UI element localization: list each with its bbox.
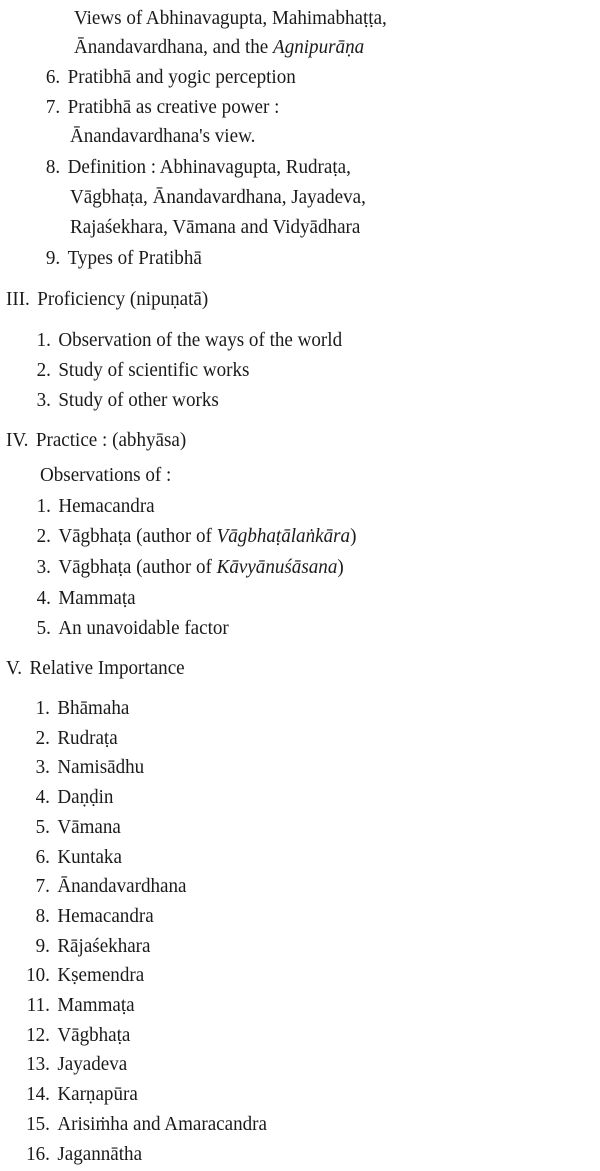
list-item bbox=[22, 933, 150, 959]
item-text: Hemacandra bbox=[58, 495, 155, 517]
item-number: 5. bbox=[36, 617, 51, 639]
item-number: 4. bbox=[35, 786, 50, 808]
list-item bbox=[22, 844, 122, 870]
list-item bbox=[22, 784, 113, 810]
section-numeral: V. bbox=[6, 657, 23, 679]
item-number: 10. bbox=[26, 964, 50, 986]
item-text: Pratibhā as creative power : bbox=[67, 96, 280, 118]
intro-text: Observations of : bbox=[40, 464, 172, 486]
continued-item-line bbox=[74, 5, 387, 31]
list-item bbox=[22, 814, 121, 840]
list-item bbox=[22, 1051, 127, 1077]
item-text: Mammaṭa bbox=[57, 994, 135, 1016]
list-item bbox=[36, 357, 249, 383]
item-text: Vāgbhaṭa (author of bbox=[58, 556, 217, 578]
item-number: 1. bbox=[35, 697, 50, 719]
item-italic-title: Vāgbhaṭālaṅkāra bbox=[216, 525, 351, 547]
list-item bbox=[36, 585, 136, 611]
item-number: 7. bbox=[35, 875, 50, 897]
item-text: Rajaśekhara, Vāmana and Vidyādhara bbox=[70, 216, 361, 238]
item-number: 3. bbox=[35, 756, 50, 778]
list-item bbox=[36, 64, 296, 90]
list-item bbox=[36, 523, 356, 549]
item-number: 14. bbox=[26, 1083, 50, 1105]
item-italic-title: Agnipurāṇa bbox=[273, 36, 365, 58]
item-number: 3. bbox=[36, 556, 51, 578]
list-item bbox=[22, 754, 144, 780]
item-text: Arisiṁha and Amaracandra bbox=[57, 1113, 267, 1135]
section-title: Relative Importance bbox=[29, 657, 185, 679]
list-item bbox=[22, 1111, 267, 1137]
list-item bbox=[22, 695, 129, 721]
item-text-close: ) bbox=[350, 525, 357, 547]
item-number: 6. bbox=[45, 66, 61, 88]
item-number: 6. bbox=[35, 846, 50, 868]
item-text: Bhāmaha bbox=[57, 697, 130, 719]
section-heading bbox=[6, 655, 185, 681]
list-item bbox=[36, 245, 202, 271]
list-item bbox=[22, 873, 187, 899]
item-text: Rudraṭa bbox=[57, 727, 118, 749]
item-text: Mammaṭa bbox=[58, 587, 136, 609]
item-text: An unavoidable factor bbox=[58, 617, 229, 639]
section-heading bbox=[6, 427, 186, 453]
list-item bbox=[36, 615, 229, 641]
list-item bbox=[22, 1022, 130, 1048]
item-text: Ānandavardhana's view. bbox=[70, 125, 256, 147]
section-heading bbox=[6, 286, 208, 312]
item-text: Ānandavardhana, and the bbox=[74, 36, 274, 58]
list-item bbox=[22, 962, 144, 988]
list-item bbox=[22, 903, 154, 929]
item-italic-title: Kāvyānuśāsana bbox=[216, 556, 338, 578]
item-number: 2. bbox=[36, 525, 51, 547]
item-number: 11. bbox=[26, 994, 50, 1016]
item-number: 13. bbox=[26, 1053, 50, 1075]
item-text: Study of scientific works bbox=[58, 359, 250, 381]
item-number: 9. bbox=[45, 247, 61, 269]
item-text: Definition : Abhinavagupta, Rudraṭa, bbox=[67, 156, 351, 178]
item-text: Daṇḍin bbox=[57, 786, 114, 808]
section-title: Practice : (abhyāsa) bbox=[35, 429, 187, 451]
list-item bbox=[36, 554, 344, 580]
item-text: Rājaśekhara bbox=[57, 935, 151, 957]
list-item bbox=[36, 94, 279, 120]
item-number: 5. bbox=[35, 816, 50, 838]
item-number: 7. bbox=[45, 96, 61, 118]
item-text: Vāmana bbox=[57, 816, 121, 838]
item-number: 8. bbox=[35, 905, 50, 927]
item-number: 9. bbox=[35, 935, 50, 957]
item-number: 3. bbox=[36, 389, 51, 411]
list-item bbox=[22, 1141, 142, 1167]
item-text: Views of Abhinavagupta, Mahimabhaṭṭa, bbox=[74, 7, 387, 29]
list-item bbox=[22, 1081, 138, 1107]
item-text: Vāgbhaṭa bbox=[57, 1024, 131, 1046]
item-number: 1. bbox=[36, 329, 51, 351]
list-item bbox=[36, 493, 155, 519]
item-text: Ānandavardhana bbox=[57, 875, 187, 897]
item-text-close: ) bbox=[337, 556, 344, 578]
item-number: 12. bbox=[26, 1024, 50, 1046]
item-text: Pratibhā and yogic perception bbox=[67, 66, 296, 88]
item-number: 1. bbox=[36, 495, 51, 517]
list-item-continuation bbox=[70, 184, 366, 210]
continued-item-line bbox=[74, 34, 364, 60]
list-item bbox=[36, 327, 342, 353]
list-item bbox=[36, 154, 351, 180]
item-number: 8. bbox=[45, 156, 61, 178]
item-text: Types of Pratibhā bbox=[67, 247, 202, 269]
item-text: Kuntaka bbox=[57, 846, 122, 868]
item-text: Jayadeva bbox=[57, 1053, 128, 1075]
item-text: Vāgbhaṭa, Ānandavardhana, Jayadeva, bbox=[70, 186, 366, 208]
item-number: 4. bbox=[36, 587, 51, 609]
item-text: Kṣemendra bbox=[57, 964, 145, 986]
item-text: Vāgbhaṭa (author of bbox=[58, 525, 217, 547]
section-title: Proficiency (nipuṇatā) bbox=[37, 288, 209, 310]
section-intro bbox=[40, 462, 171, 488]
list-item bbox=[36, 387, 219, 413]
item-number: 2. bbox=[36, 359, 51, 381]
item-text: Jagannātha bbox=[57, 1143, 143, 1165]
item-text: Karṇapūra bbox=[57, 1083, 138, 1105]
list-item bbox=[22, 725, 118, 751]
item-text: Namisādhu bbox=[57, 756, 145, 778]
item-text: Observation of the ways of the world bbox=[58, 329, 343, 351]
item-text: Hemacandra bbox=[57, 905, 154, 927]
item-number: 2. bbox=[35, 727, 50, 749]
section-numeral: IV. bbox=[6, 429, 29, 451]
list-item-continuation bbox=[70, 123, 255, 149]
item-text: Study of other works bbox=[58, 389, 219, 411]
item-number: 15. bbox=[26, 1113, 50, 1135]
item-number: 16. bbox=[26, 1143, 50, 1165]
section-numeral: III. bbox=[6, 288, 30, 310]
list-item bbox=[22, 992, 135, 1018]
list-item-continuation bbox=[70, 214, 360, 240]
